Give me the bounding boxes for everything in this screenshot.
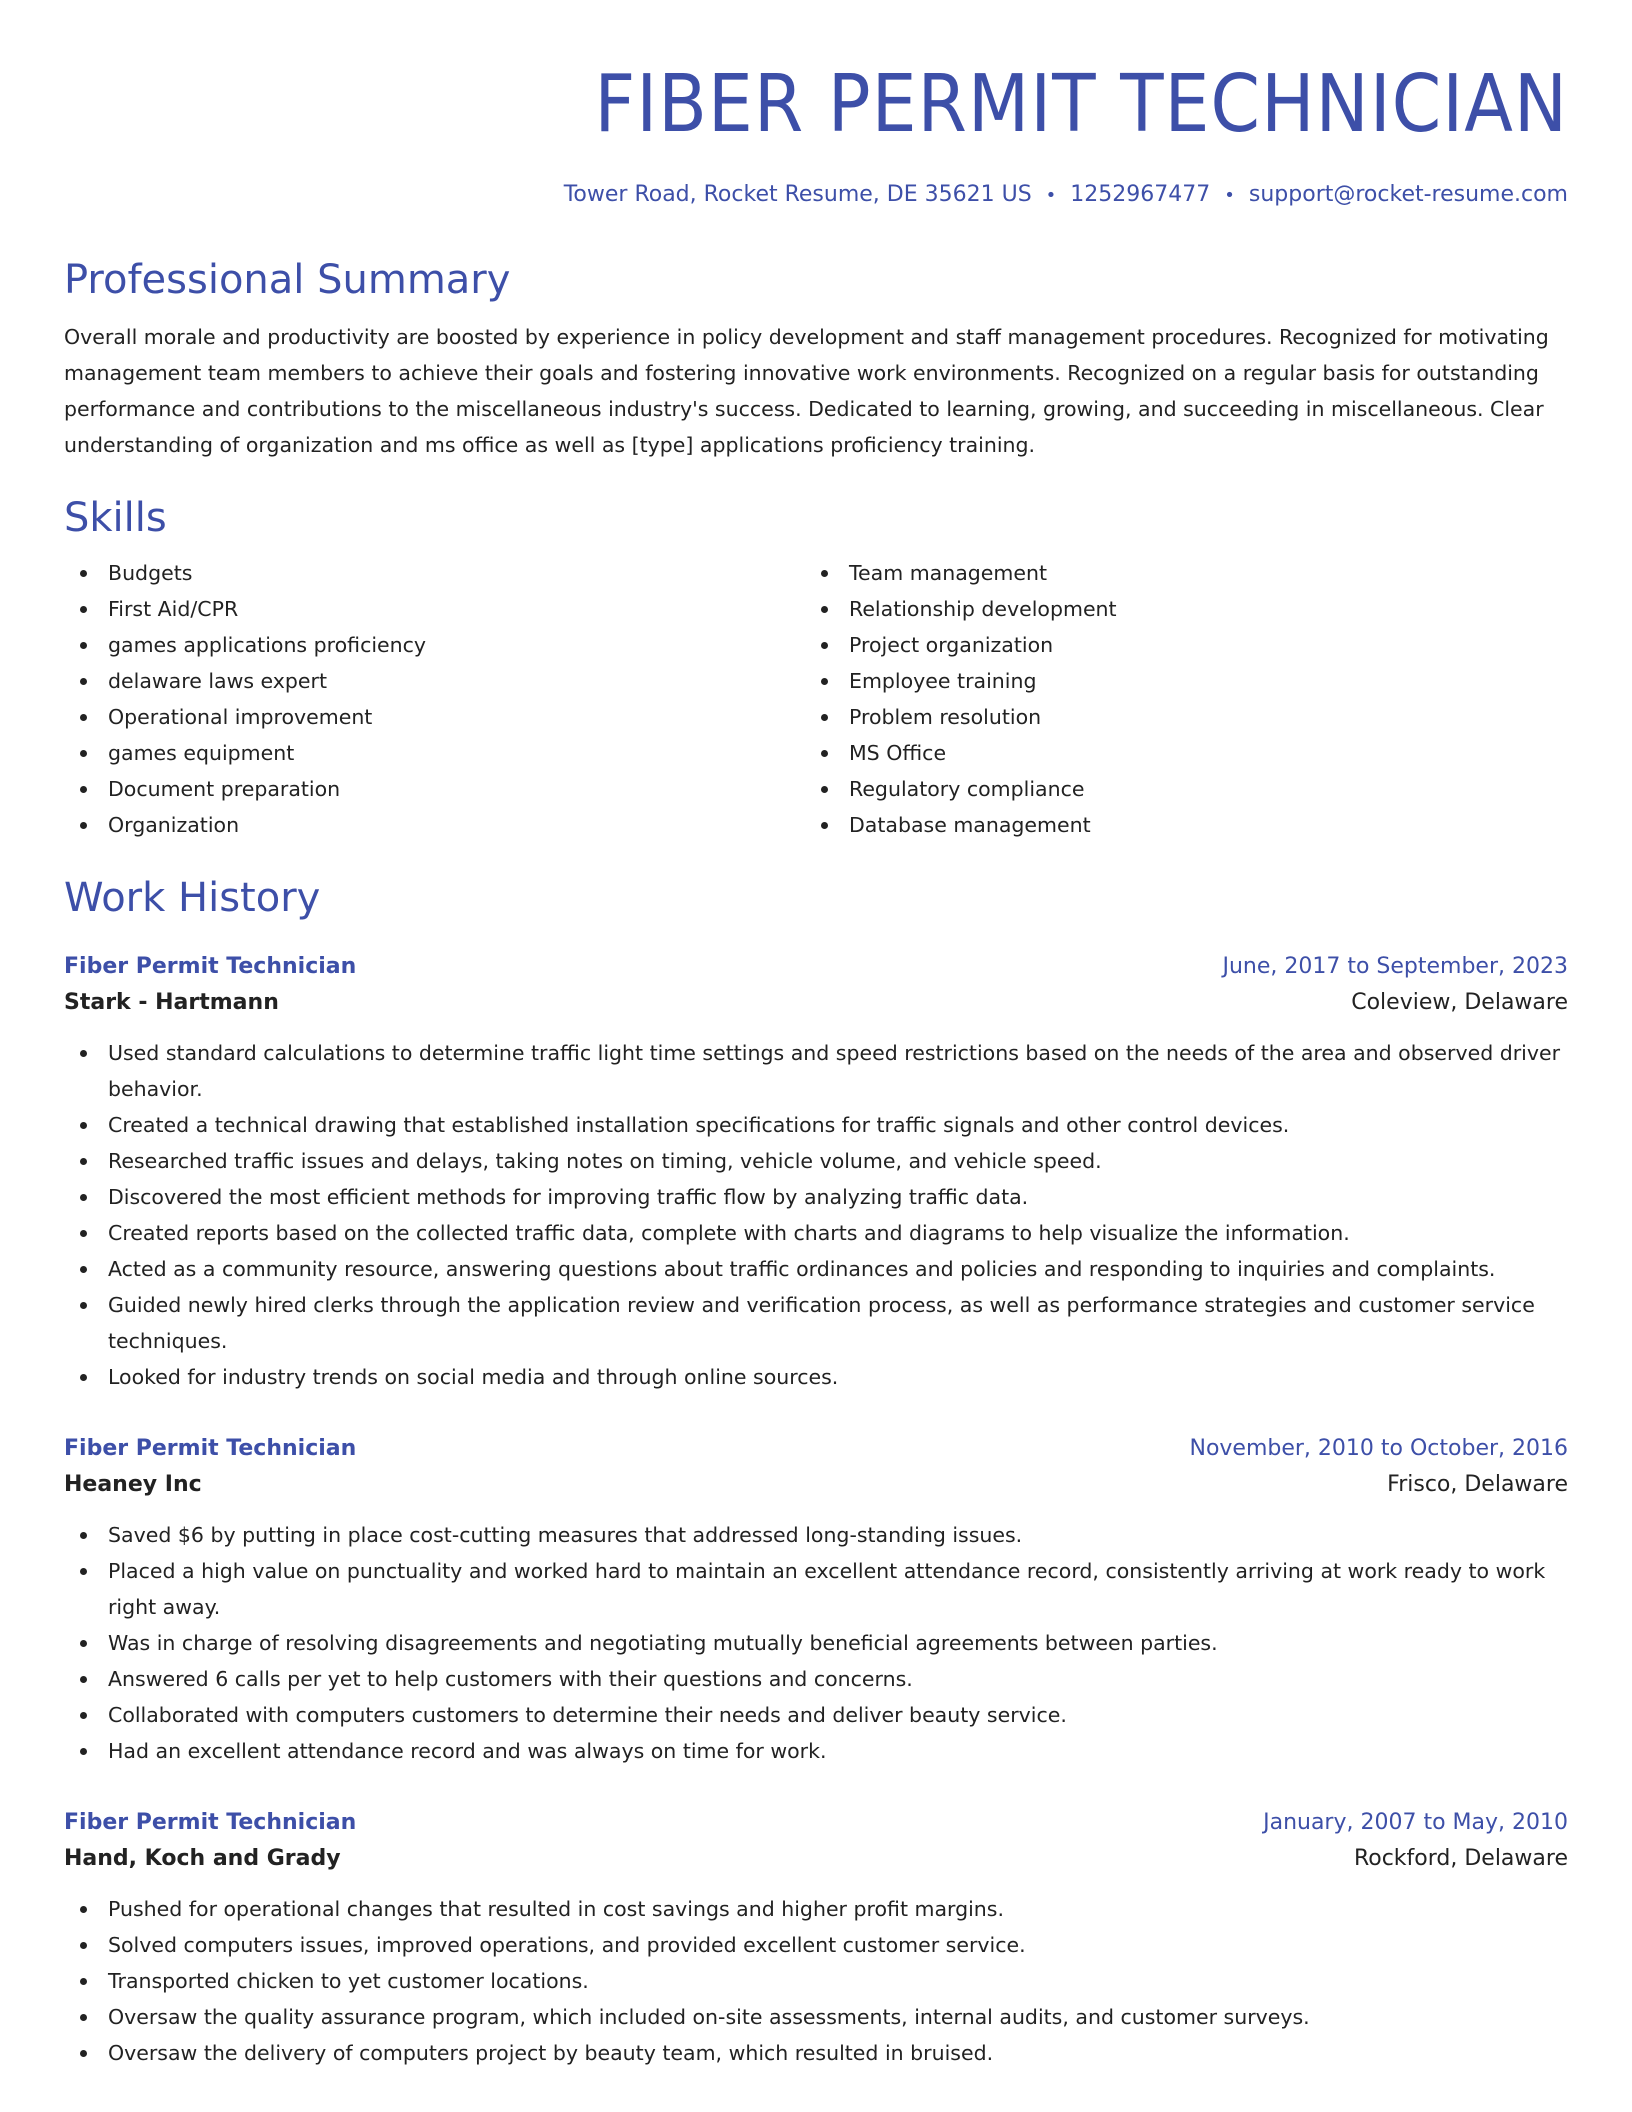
job-company-row [64, 1841, 1568, 1877]
skill-item: Employee training [805, 663, 1546, 699]
skill-item: games applications proficiency [64, 627, 805, 663]
summary-heading: Professional Summary [64, 257, 511, 303]
job-bullet: Pushed for operational changes that resulted in cost savings and higher profit margins. [64, 1891, 1568, 1927]
skills-column-right [805, 555, 1546, 843]
job-bullet: Oversaw the quality assurance program, which included on-site assessments, internal audits, and customer surveys. [64, 1999, 1568, 2035]
job-location: Rockford, Delaware [1353, 1846, 1568, 1871]
contact-phone: 1252967477 [1070, 182, 1211, 207]
skill-item: games equipment [64, 735, 805, 771]
job-bullet: Oversaw the delivery of computers project by beauty team, which resulted in bruised. [64, 2035, 1568, 2071]
skill-item: Relationship development [805, 591, 1546, 627]
job-entry [64, 949, 1568, 1395]
job-header-row [64, 949, 1568, 985]
job-bullets [64, 1035, 1568, 1395]
skill-item: delaware laws expert [64, 663, 805, 699]
job-header-row [64, 1431, 1568, 1467]
job-location: Frisco, Delaware [1387, 1472, 1568, 1497]
skill-item: Problem resolution [805, 699, 1546, 735]
work-history-heading: Work History [64, 875, 321, 921]
contact-separator: • [1045, 185, 1057, 206]
job-dates: November, 2010 to October, 2016 [1189, 1436, 1568, 1461]
job-title: Fiber Permit Technician [64, 954, 357, 979]
job-bullet: Had an excellent attendance record and was always on time for work. [64, 1733, 1568, 1769]
job-bullet: Solved computers issues, improved operations, and provided excellent customer service. [64, 1927, 1568, 1963]
job-dates: June, 2017 to September, 2023 [1222, 954, 1568, 979]
job-bullets [64, 1517, 1568, 1769]
job-dates: January, 2007 to May, 2010 [1263, 1810, 1568, 1835]
skill-item: Document preparation [64, 771, 805, 807]
skill-item: Regulatory compliance [805, 771, 1546, 807]
contact-separator: • [1224, 185, 1235, 206]
skill-item: MS Office [805, 735, 1546, 771]
skill-item: Project organization [805, 627, 1546, 663]
job-bullet: Created a technical drawing that established installation specifications for traffic signals and other control devices. [64, 1107, 1568, 1143]
job-bullet: Created reports based on the collected traffic data, complete with charts and diagrams to help visualize the information. [64, 1215, 1568, 1251]
skills-heading: Skills [64, 495, 167, 541]
job-bullet: Saved $6 by putting in place cost-cutting measures that addressed long-standing issues. [64, 1517, 1568, 1553]
job-location: Coleview, Delaware [1351, 990, 1568, 1015]
skill-item: Database management [805, 807, 1546, 843]
skill-item: Organization [64, 807, 805, 843]
job-entry [64, 1431, 1568, 1769]
contact-address: Tower Road, Rocket Resume, DE 35621 US [563, 182, 1032, 207]
job-bullet: Looked for industry trends on social media and through online sources. [64, 1359, 1568, 1395]
job-bullet: Collaborated with computers customers to determine their needs and deliver beauty service. [64, 1697, 1568, 1733]
job-title: Fiber Permit Technician [64, 1436, 357, 1461]
job-company: Stark - Hartmann [64, 990, 279, 1015]
job-header-row [64, 1805, 1568, 1841]
job-company: Heaney Inc [64, 1472, 202, 1497]
job-bullet: Discovered the most efficient methods for improving traffic flow by analyzing traffic data. [64, 1179, 1568, 1215]
job-bullet: Researched traffic issues and delays, taking notes on timing, vehicle volume, and vehicle speed. [64, 1143, 1568, 1179]
job-bullet: Used standard calculations to determine traffic light time settings and speed restrictions based on the needs of the area and observed driver behavior. [64, 1035, 1568, 1107]
job-bullet: Transported chicken to yet customer locations. [64, 1963, 1568, 1999]
skill-item: First Aid/CPR [64, 591, 805, 627]
skill-item: Budgets [64, 555, 805, 591]
job-bullets [64, 1891, 1568, 2071]
candidate-name: FIBER PERMIT TECHNICIAN [594, 58, 1568, 150]
skill-item: Operational improvement [64, 699, 805, 735]
job-bullet: Answered 6 calls per yet to help customers with their questions and concerns. [64, 1661, 1568, 1697]
job-bullet: Acted as a community resource, answering questions about traffic ordinances and policies and responding to inquiries and complaints. [64, 1251, 1568, 1287]
skill-item: Team management [805, 555, 1546, 591]
contact-line [64, 180, 1568, 211]
job-bullet: Guided newly hired clerks through the application review and verification process, as well as performance strategies and customer service techniques. [64, 1287, 1568, 1359]
job-bullet: Placed a high value on punctuality and worked hard to maintain an excellent attendance record, consistently arriving at work ready to work right away. [64, 1553, 1568, 1625]
skills-list [64, 555, 1568, 843]
job-company-row [64, 1467, 1568, 1503]
job-entry [64, 1805, 1568, 2071]
skills-column-left [64, 555, 805, 843]
job-bullet: Was in charge of resolving disagreements and negotiating mutually beneficial agreements between parties. [64, 1625, 1568, 1661]
job-company-row [64, 985, 1568, 1021]
job-company: Hand, Koch and Grady [64, 1846, 341, 1871]
contact-email: support@rocket-resume.com [1248, 182, 1568, 207]
summary-text: Overall morale and productivity are boosted by experience in policy development and staff management procedures. Recognized for motivating management team members to achieve their goals and fostering innovative work environments. Recognized on a regular basis for outstanding performance and contributions to the miscellaneous industry's success. Dedicated to learning, growing, and succeeding in miscellaneous. Clear understanding of organization and ms office as well as [type] applications proficiency training. [64, 325, 1549, 457]
job-title: Fiber Permit Technician [64, 1810, 357, 1835]
resume-header [64, 0, 1568, 211]
